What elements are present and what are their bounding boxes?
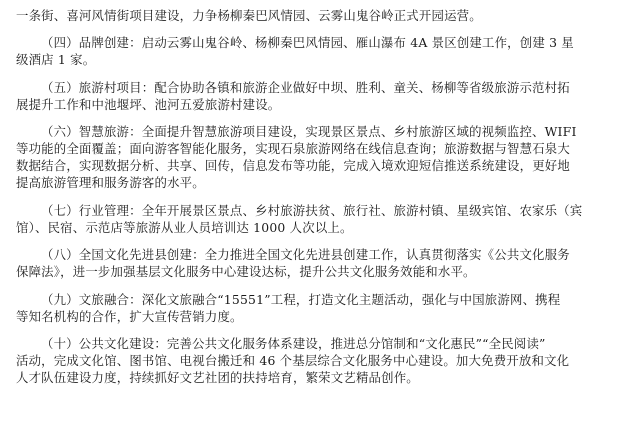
paragraph-industry-management xyxy=(16,202,606,236)
text-line: 级酒店 1 家。 xyxy=(16,52,96,67)
text-line: （八）全国文化先进县创建：全力推进全国文化先进县创建工作，认真贯彻落实《公共文化服务 xyxy=(41,247,570,262)
text-line: 馆）、民宿、示范店等旅游从业人员培训达 1000 人次以上。 xyxy=(16,219,353,235)
paragraph-public-culture xyxy=(16,335,606,386)
text-line: 展提升工作和中池堰坪、池河五爱旅游村建设。 xyxy=(16,96,281,112)
text-line: （六）智慧旅游：全面提升智慧旅游项目建设，实现景区景点、乡村旅游区域的视频监控、WIFI xyxy=(41,124,577,139)
text-line: （五）旅游村项目：配合协助各镇和旅游企业做好中坝、胜利、童关、杨柳等省级旅游示范村拓 xyxy=(41,79,570,95)
paragraph-brand-creation xyxy=(16,34,606,68)
paragraph-culture-tourism-fusion xyxy=(16,291,606,325)
text-line: 活动，完成文化馆、图书馆、电视台搬迁和 46 个基层综合文化服务中心建设。加大免费开放和文化 xyxy=(16,353,570,368)
text-line: 等功能的全面覆盖；面向游客智能化服务，实现石泉旅游网络在线信息查询；旅游数据与智慧石泉大 xyxy=(16,141,570,156)
text-line: 人才队伍建设力度，持续抓好文艺社团的扶持培育，繁荣文艺精品创作。 xyxy=(16,370,419,385)
paragraph-continuation xyxy=(16,7,606,24)
paragraph-smart-tourism xyxy=(16,123,606,191)
text-line: 保障法》，进一步加强基层文化服务中心建设达标，提升公共文化服务效能和水平。 xyxy=(16,264,476,279)
text-line: 等知名机构的合作，扩大宣传营销力度。 xyxy=(16,308,243,324)
text-line: （九）文旅融合：深化文旅融合“15551”工程，打造文化主题活动，强化与中国旅游网、携程 xyxy=(41,291,561,307)
text-line: （十）公共文化建设：完善公共文化服务体系建设，推进总分馆制和“文化惠民”“全民阅读” xyxy=(41,336,546,351)
text-line: 数据结合，实现数据分析、共享、回传，信息发布等功能，完成入境欢迎短信推送系统建设，更好地 xyxy=(16,158,570,173)
text-line: （四）品牌创建：启动云雾山鬼谷岭、杨柳秦巴风情园、雁山瀑布 4A 景区创建工作，创建 3 星 xyxy=(41,35,574,50)
text-line: （七）行业管理：全年开展景区景点、乡村旅游扶贫、旅行社、旅游村镇、星级宾馆、农家乐（宾 xyxy=(41,202,583,218)
paragraph-tourism-village xyxy=(16,79,606,113)
text-line: 提高旅游管理和服务游客的水平。 xyxy=(16,175,205,190)
paragraph-culture-county xyxy=(16,246,606,280)
text-line: 一条街、喜河风情街项目建设，力争杨柳秦巴风情园、云雾山鬼谷岭正式开园运营。 xyxy=(16,8,482,23)
